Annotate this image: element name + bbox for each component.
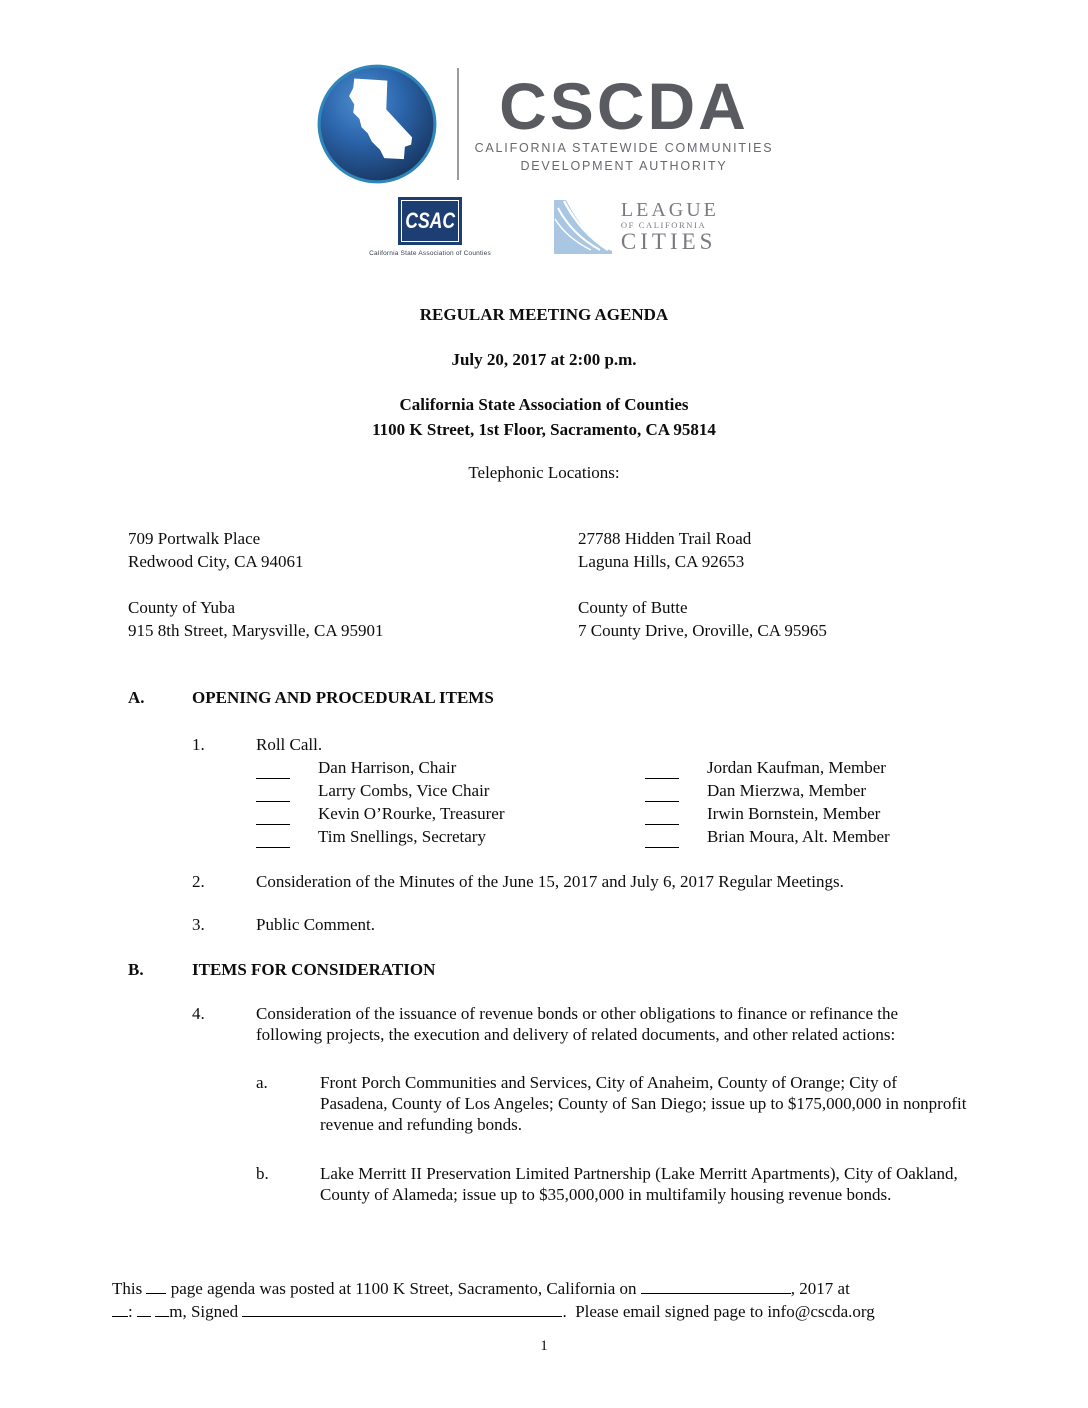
item-1-number: 1. [192, 735, 205, 754]
location-county-of-butte [578, 596, 1088, 642]
location-line: 7 County Drive, Oroville, CA 95965 [578, 621, 827, 640]
minute-blank-line [137, 1301, 151, 1317]
roll-call-entry [256, 756, 645, 779]
item-3-number: 3. [192, 915, 205, 934]
roll-call-name: Dan Harrison, Chair [318, 758, 457, 777]
csac-box-icon [398, 197, 462, 245]
roll-call-name: Kevin O’Rourke, Treasurer [318, 804, 505, 823]
posting-notice-text: . Please email signed page to info@cscda.org [562, 1302, 875, 1321]
league-line1: LEAGUE [620, 198, 719, 221]
posting-notice-text: page agenda was posted at 1100 K Street, Sacramento, California on [170, 1279, 637, 1298]
section-a-label: A. [128, 688, 145, 707]
agenda-item-1 [192, 734, 1088, 756]
roll-call-entry [256, 825, 645, 848]
roll-call-blank-line [645, 763, 679, 779]
roll-call-blank-line [645, 786, 679, 802]
roll-call-row [256, 779, 1088, 802]
item-4b-letter: b. [256, 1164, 269, 1183]
location-line: 915 8th Street, Marysville, CA 95901 [128, 621, 384, 640]
signature-blank-line [242, 1301, 562, 1317]
venue-address: 1100 K Street, 1st Floor, Sacramento, CA 95814 [372, 420, 716, 439]
item-2-text: Consideration of the Minutes of the June 15, 2017 and July 6, 2017 Regular Meetings. [256, 872, 844, 891]
csac-caption: California State Association of Counties [369, 250, 491, 257]
agenda-item-2 [192, 871, 1088, 893]
agenda-item-4 [192, 1003, 1088, 1045]
roll-call-list [256, 756, 1088, 848]
roll-call-entry [645, 825, 890, 848]
item-3-text: Public Comment. [256, 915, 375, 934]
item-2-number: 2. [192, 872, 205, 891]
location-line: County of Yuba [128, 598, 236, 617]
california-globe-icon [315, 62, 439, 186]
roll-call-name: Irwin Bornstein, Member [707, 804, 881, 823]
roll-call-row [256, 756, 1088, 779]
logo-text [474, 68, 774, 174]
posting-notice-text: m, Signed [169, 1302, 239, 1321]
section-a-heading [128, 687, 1088, 709]
logo-divider [457, 68, 459, 180]
roll-call-name: Tim Snellings, Secretary [318, 827, 486, 846]
roll-call-blank-line [256, 786, 290, 802]
meridiem-blank-line [155, 1301, 169, 1317]
item-4b-text: Lake Merritt II Preservation Limited Partnership (Lake Merritt Apartments), City of Oakland, County of Alameda; issue up to $35,000,000 in multifamily housing revenue bonds. [320, 1164, 958, 1204]
location-line: Redwood City, CA 94061 [128, 552, 304, 571]
agenda-item-4a [256, 1072, 1088, 1135]
roll-call-entry [256, 802, 645, 825]
roll-call-row [256, 802, 1088, 825]
section-b-label: B. [128, 960, 144, 979]
item-4-number: 4. [192, 1004, 205, 1023]
league-line2: OF CALIFORNIA [620, 219, 707, 230]
date-blank-line [641, 1278, 791, 1294]
csac-acronym: CSAC [405, 208, 455, 233]
roll-call-entry [645, 779, 866, 802]
league-wedge-icon [553, 199, 613, 255]
page-number: 1 [540, 1338, 548, 1354]
roll-call-name: Dan Mierzwa, Member [707, 781, 867, 800]
header-logo-row [0, 60, 1088, 188]
logo-subtitle-line1: CALIFORNIA STATEWIDE COMMUNITIES [474, 141, 774, 156]
roll-call-name: Jordan Kaufman, Member [707, 758, 886, 777]
section-a-title: OPENING AND PROCEDURAL ITEMS [192, 688, 494, 707]
posting-notice-text: , 2017 at [790, 1279, 850, 1298]
agenda-item-3 [192, 914, 1088, 936]
roll-call-blank-line [256, 809, 290, 825]
roll-call-blank-line [645, 809, 679, 825]
roll-call-blank-line [645, 832, 679, 848]
league-of-california-cities-logo [553, 199, 719, 255]
roll-call-entry [256, 779, 645, 802]
roll-call-blank-line [256, 832, 290, 848]
league-line3: CITIES [620, 229, 717, 255]
telephonic-locations [128, 527, 1088, 642]
telephonic-label: Telephonic Locations: [468, 463, 620, 482]
venue-name: California State Association of Counties [399, 395, 689, 414]
location-laguna-hills [578, 527, 1088, 573]
logo-acronym: CSCDA [499, 68, 749, 143]
csac-logo [369, 197, 491, 257]
location-line: 27788 Hidden Trail Road [578, 529, 752, 548]
roll-call-blank-line [256, 763, 290, 779]
posting-notice-text: : [128, 1302, 133, 1321]
roll-call-entry [645, 756, 886, 779]
partner-logo-row [0, 194, 1088, 260]
roll-call-entry [645, 802, 880, 825]
section-b-heading [128, 959, 1088, 981]
location-line: 709 Portwalk Place [128, 529, 261, 548]
meeting-datetime: July 20, 2017 at 2:00 p.m. [451, 350, 637, 369]
item-1-text: Roll Call. [256, 735, 323, 754]
hour-blank-line [112, 1301, 128, 1317]
posting-notice-text: This [112, 1279, 143, 1298]
item-4a-letter: a. [256, 1073, 268, 1092]
league-text [621, 200, 719, 255]
location-county-of-yuba [128, 596, 578, 642]
posting-notice [112, 1277, 988, 1323]
agenda-item-4b [256, 1163, 1088, 1205]
section-b-title: ITEMS FOR CONSIDERATION [192, 960, 436, 979]
roll-call-row [256, 825, 1088, 848]
location-redwood-city [128, 527, 578, 573]
item-4-text: Consideration of the issuance of revenue bonds or other obligations to finance or refinance the following projects, the execution and delivery of related documents, and other related actions: [256, 1004, 899, 1044]
roll-call-name: Larry Combs, Vice Chair [318, 781, 490, 800]
location-line: County of Butte [578, 598, 688, 617]
roll-call-name: Brian Moura, Alt. Member [707, 827, 890, 846]
agenda-title: REGULAR MEETING AGENDA [419, 305, 669, 324]
page-count-blank-line [146, 1278, 166, 1294]
cscda-logo [315, 62, 774, 186]
location-line: Laguna Hills, CA 92653 [578, 552, 745, 571]
logo-subtitle-line2: DEVELOPMENT AUTHORITY [520, 159, 728, 174]
item-4a-text: Front Porch Communities and Services, City of Anaheim, County of Orange; City of Pasadena, County of Los Angeles; County of San Diego; issue up to $175,000,000 in nonprofit revenue and refunding bonds. [320, 1073, 967, 1134]
